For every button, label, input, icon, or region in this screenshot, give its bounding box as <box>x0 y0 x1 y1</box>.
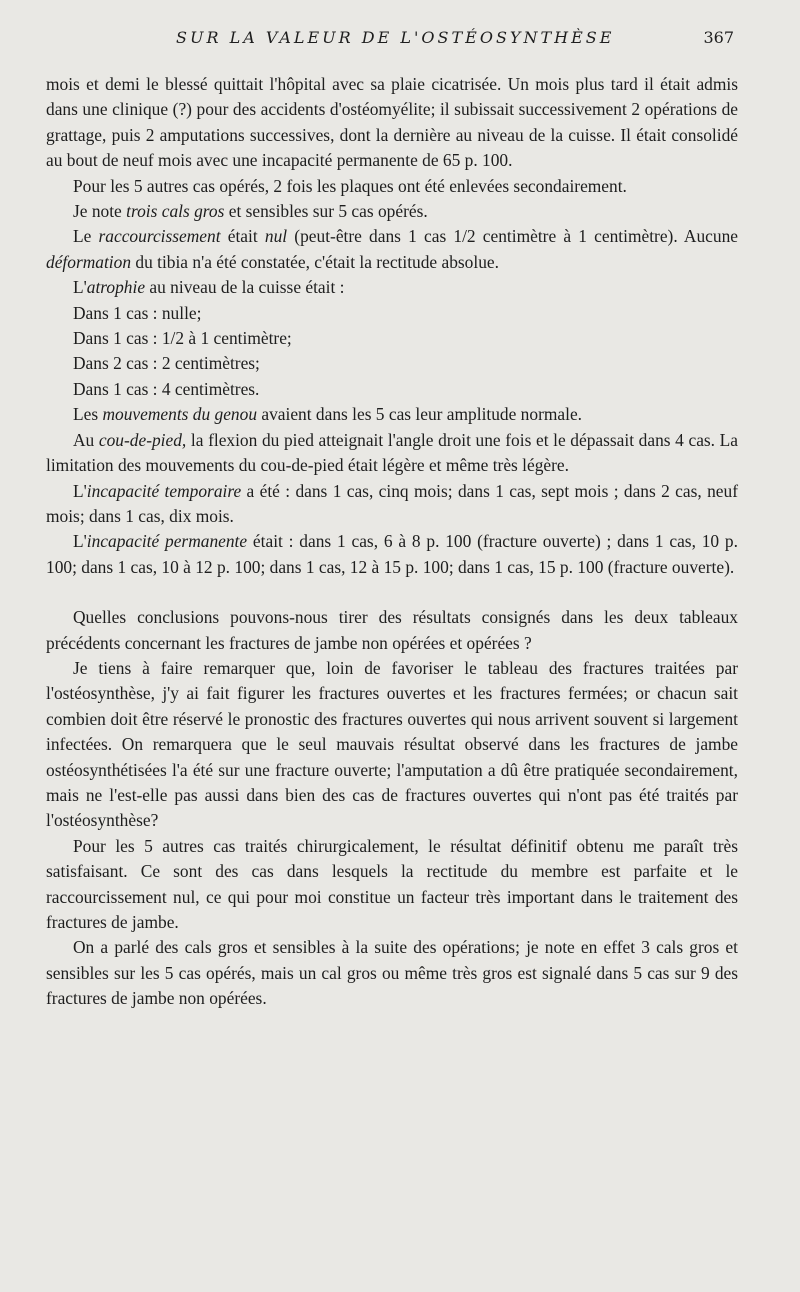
text-run: L' <box>73 531 87 552</box>
paragraph-plates-removed <box>46 174 738 199</box>
text-run: Les <box>73 404 103 425</box>
text-run: mois et demi le blessé quittait l'hôpital avec sa plaie cicatrisée. Un mois plus tard il était admis dans une clinique (?) pour des accidents d'ostéomyélite; il subissait successivement 2 opérations de grattage, puis 2 amputations successives, dont la dernière au niveau de la cuisse. Il était consolidé au bout de neuf mois avec une incapacité permanente de 65 p. 100. <box>46 74 738 171</box>
text-run: Au <box>73 429 99 450</box>
italic-term: incapacité temporaire <box>86 480 242 501</box>
text-run: Dans 1 cas : 4 centimètres. <box>73 378 260 399</box>
paragraph-cals <box>46 199 738 224</box>
paragraph-permanent-incapacity <box>46 529 738 580</box>
text-run: a été : dans 1 cas, cinq mois; dans 1 cas, sept mois ; dans 2 cas, neuf mois; dans 1 cas, dix mois. <box>46 480 738 526</box>
italic-term: incapacité permanente <box>86 531 248 552</box>
text-run: avaient dans les 5 cas leur amplitude normale. <box>257 404 583 425</box>
text-run: était <box>220 226 265 247</box>
italic-term: mouvements du genou <box>102 404 258 425</box>
text-run: du tibia n'a été constatée, c'était la rectitude absolue. <box>131 251 499 272</box>
atrophy-list-item <box>46 301 738 326</box>
text-run: L' <box>73 277 87 298</box>
page-body <box>46 72 738 1012</box>
paragraph-shortening <box>46 224 738 275</box>
text-run: On a parlé des cals gros et sensibles à la suite des opérations; je note en effet 3 cals gros et sensibles sur les 5 cas opérés, mais un cal gros ou même très gros est signalé dans 5 cas sur 9 des fractures de jambe non opérées. <box>46 937 738 1009</box>
italic-term: cou-de-pied, <box>98 429 187 450</box>
paragraph-conclusions-question <box>46 605 738 656</box>
running-head <box>0 28 800 54</box>
paragraph-continuation <box>46 72 738 174</box>
italic-term: déformation <box>46 251 132 272</box>
atrophy-list-item <box>46 377 738 402</box>
paragraph-temporary-incapacity <box>46 479 738 530</box>
text-run: Pour les 5 autres cas traités chirurgicalement, le résultat définitif obtenu me paraît très satisfaisant. Ce sont des cas dans lesquels la rectitude du membre est parfaite et le raccourcissement nul, ce qui pour moi constitue un facteur très important dans le traitement des fractures de jambe. <box>46 835 738 932</box>
text-run: Pour les 5 autres cas opérés, 2 fois les plaques ont été enlevées secondairement. <box>73 175 627 196</box>
paragraph-knee-movements <box>46 402 738 427</box>
text-run: Quelles conclusions pouvons-nous tirer des résultats consignés dans les deux tableaux précédents concernant les fractures de jambe non opérées et opérées ? <box>46 607 738 653</box>
text-run: Le <box>73 226 99 247</box>
text-run: Dans 2 cas : 2 centimètres; <box>73 353 260 374</box>
italic-term: raccourcissement <box>98 226 221 247</box>
page-number: 367 <box>703 28 734 47</box>
atrophy-list-item <box>46 326 738 351</box>
text-run: (peut-être dans 1 cas 1/2 centimètre à 1 centimètre). Aucune <box>287 226 738 247</box>
text-run: L' <box>73 480 87 501</box>
text-run: Je note <box>73 201 127 222</box>
paragraph-open-fractures <box>46 656 738 834</box>
text-run: Je tiens à faire remarquer que, loin de favoriser le tableau des fractures traitées par l'ostéosynthèse, j'y ai fait figurer les fractures ouvertes et les fractures fermées; or chacun sait combien doit être réservé le pronostic des fractures ouvertes qui nous arrivent souvent si largement infectées. On remarquera que le seul mauvais résultat observé dans les fractures de jambe ostéosynthétisées l'a été sur une fracture ouverte; l'amputation a dû être pratiquée secondairement, mais ne l'est-elle pas aussi dans bien des cas de fractures ouvertes qui n'ont pas été traités par l'ostéosynthèse? <box>46 657 738 831</box>
text-run: Dans 1 cas : nulle; <box>73 302 202 323</box>
paragraph-atrophy <box>46 275 738 300</box>
text-run: au niveau de la cuisse était : <box>145 277 345 298</box>
paragraph-large-cals <box>46 935 738 1011</box>
running-title: SUR LA VALEUR DE L'OSTÉOSYNTHÈSE <box>176 28 615 47</box>
paragraph-ankle <box>46 428 738 479</box>
text-run: était : dans 1 cas, 6 à 8 p. 100 (fracture ouverte) ; dans 1 cas, 10 p. 100; dans 1 cas, 10 à 12 p. 100; dans 1 cas, 12 à 15 p. 100; dans 1 cas, 15 p. 100 (fracture ouverte). <box>46 531 738 577</box>
atrophy-list-item <box>46 351 738 376</box>
text-run: Dans 1 cas : 1/2 à 1 centimètre; <box>73 328 292 349</box>
italic-term: trois cals gros <box>126 201 225 222</box>
italic-term: atrophie <box>86 277 146 298</box>
text-run: et sensibles sur 5 cas opérés. <box>224 201 428 222</box>
paragraph-satisfactory-result <box>46 834 738 936</box>
italic-term: nul <box>264 226 288 247</box>
text-run: la flexion du pied atteignait l'angle droit une fois et le dépassait dans 4 cas. La limitation des mouvements du cou-de-pied était légère et même très légère. <box>46 429 738 476</box>
